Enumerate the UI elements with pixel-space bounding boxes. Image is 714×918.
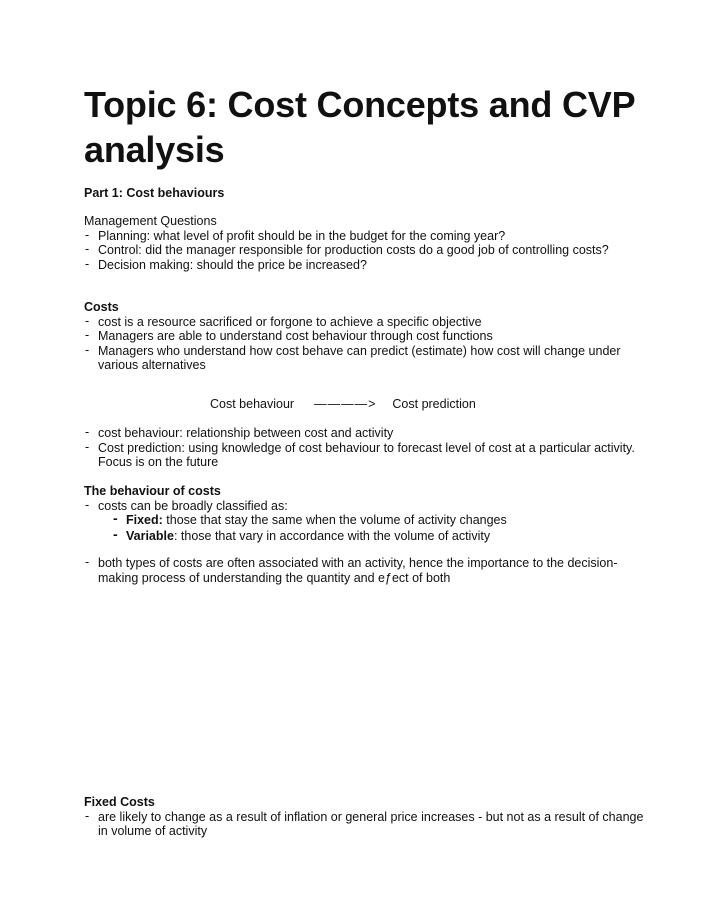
fixed-costs-heading: Fixed Costs (84, 795, 155, 809)
behaviour-note-list (84, 556, 644, 585)
page-title: Topic 6: Cost Concepts and CVP analysis (84, 84, 635, 170)
cost-type-term: Fixed: (126, 513, 163, 528)
part1-heading: Part 1: Cost behaviours (84, 186, 225, 200)
list-item: - Cost prediction: using knowledge of cost behaviour to forecast level of cost at a particular activity. Focus is on the future (84, 441, 644, 470)
list-item: - costs can be broadly classified as: (84, 499, 644, 514)
list-item: - Planning: what level of profit should be in the budget for the coming year? (84, 229, 644, 244)
cost-behaviour-label: Cost behaviour (210, 397, 295, 411)
list-item: - cost behaviour: relationship between cost and activity (84, 426, 644, 441)
list-item: - are likely to change as a result of inflation or general price increases - but not as a result of change in volume of activity (84, 810, 644, 839)
behaviour-note-section (84, 556, 644, 585)
list-item: - Managers are able to understand cost behaviour through cost functions (84, 329, 644, 344)
cost-type-desc: those that stay the same when the volume of activity changes (162, 513, 507, 528)
cost-types-list (84, 513, 644, 544)
cost-type-fixed (112, 513, 644, 529)
list-item: - cost is a resource sacrificed or forgone to achieve a specific objective (84, 315, 644, 330)
cost-type-term: Variable (126, 528, 174, 543)
list-item: - both types of costs are often associated with an activity, hence the importance to the decision-making process of understanding the quantity and eƒect of both (84, 556, 644, 585)
behaviour-list (84, 499, 644, 514)
cost-type-desc: : those that vary in accordance with the volume of activity (173, 528, 491, 543)
management-questions-list (84, 229, 644, 273)
fixed-costs-list (84, 810, 644, 839)
arrow-right-icon: ————> (314, 397, 377, 411)
management-questions-section (84, 214, 644, 272)
list-item: - Decision making: should the price be increased? (84, 258, 644, 273)
costs-heading: Costs (84, 300, 119, 314)
costs-section (84, 300, 644, 373)
behaviour-section (84, 484, 644, 544)
definitions-section (84, 426, 644, 470)
costs-list (84, 315, 644, 373)
fixed-costs-section (84, 795, 644, 839)
behaviour-heading: The behaviour of costs (84, 484, 221, 498)
cost-type-variable (112, 529, 644, 545)
list-item: - Control: did the manager responsible for production costs do a good job of controlling costs? (84, 243, 644, 258)
management-questions-heading: Management Questions (84, 214, 217, 228)
cost-flow-diagram (210, 397, 476, 412)
list-item: - Managers who understand how cost behave can predict (estimate) how cost will change under various alternatives (84, 344, 644, 373)
definitions-list (84, 426, 644, 470)
cost-prediction-label: Cost prediction (392, 397, 476, 411)
